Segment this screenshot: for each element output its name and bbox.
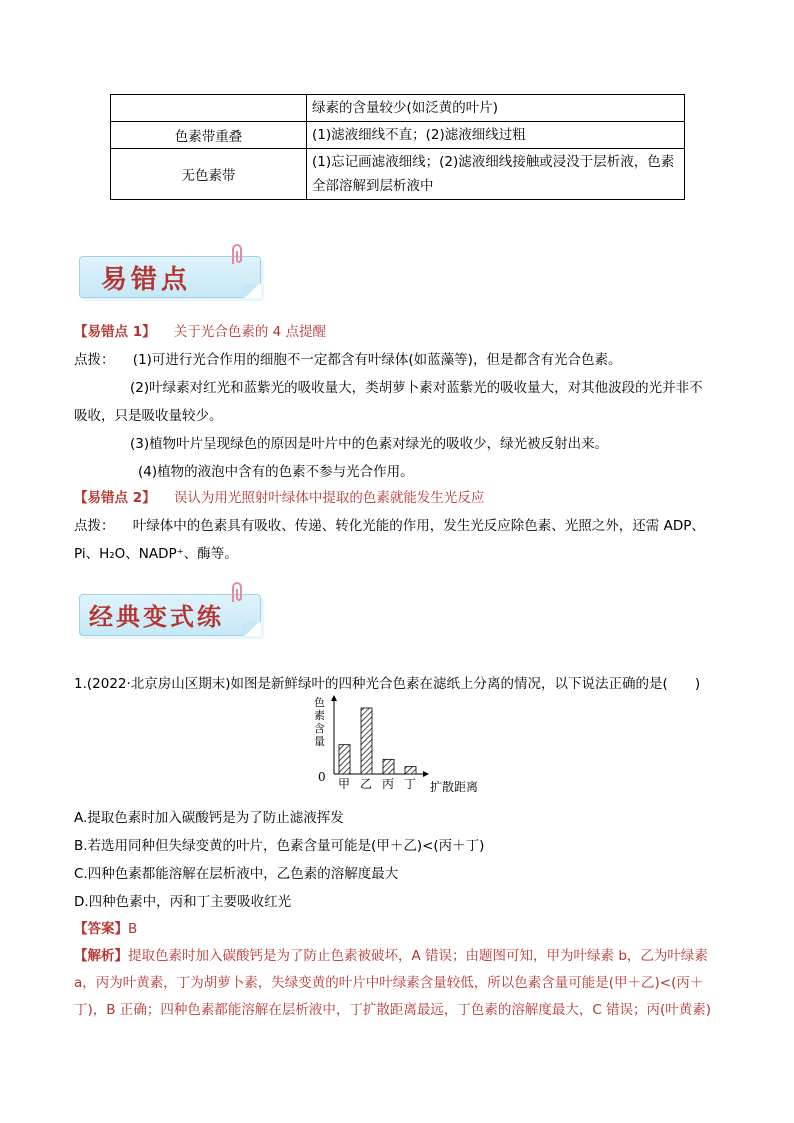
troubleshoot-table: [110, 94, 685, 200]
y-axis-label: 色素含量: [314, 696, 325, 748]
hint-text: (1)可进行光合作用的细胞不一定都含有叶绿体(如蓝藻等)，但是都含有光合色素。: [132, 352, 622, 368]
hint-label: 点拨：: [74, 518, 115, 534]
option-b: B.若选用同种但失绿变黄的叶片，色素含量可能是(甲＋乙)<(丙＋丁): [74, 838, 485, 854]
hint-line: (3)植物叶片呈现绿色的原因是叶片中的色素对绿光的吸收少，绿光被反射出来。: [130, 436, 609, 452]
section-banner-mistakes: [75, 248, 265, 300]
mistake-title: 关于光合色素的 4 点提醒: [173, 324, 327, 340]
hint-label: 点拨：: [74, 352, 115, 368]
analysis-line: 丁)，B 正确；四种色素都能溶解在层析液中，丁扩散距离最远，丁色素的溶解度最大，C 错误；丙(叶黄素): [74, 1002, 712, 1018]
hint-line: (4)植物的液泡中含有的色素不参与光合作用。: [138, 464, 414, 480]
bar-3: [405, 767, 416, 774]
hint-line: 吸收，只是吸收量较少。: [74, 408, 223, 424]
hint-line: [74, 514, 705, 534]
mistake-point-2-heading: [74, 486, 484, 506]
table-row: [111, 122, 685, 149]
option-d: D.四种色素中，丙和丁主要吸收红光: [74, 894, 292, 910]
bar-2: [383, 759, 394, 774]
table-cell: (1)滤液细线不直；(2)滤液细线过粗: [307, 122, 685, 149]
hint-line: (2)叶绿素对红光和蓝紫光的吸收量大，类胡萝卜素对蓝紫光的吸收量大，对其他波段的光并非不: [130, 380, 703, 396]
table-cell: 绿素的含量较少(如泛黄的叶片): [307, 95, 685, 122]
banner-title: 经典变式练: [89, 602, 224, 631]
mistake-title: 误认为用光照射叶绿体中提取的色素就能发生光反应: [173, 490, 485, 506]
mistake-tag: 【易错点 1】: [74, 324, 156, 340]
table-row: [111, 95, 685, 122]
table-row: [111, 149, 685, 200]
table-cell: (1)忘记画滤液细线；(2)滤液细线接触或浸没于层析液，色素全部溶解到层析液中: [307, 149, 685, 200]
answer-tag: 【答案】: [74, 921, 128, 937]
mistake-point-1-heading: [74, 320, 326, 340]
bar-1: [361, 708, 372, 774]
table-cell: 无色素带: [111, 149, 307, 200]
category-label: 丙: [382, 777, 395, 791]
hint-line: [74, 348, 621, 368]
origin-label: 0: [318, 770, 326, 784]
mistake-tag: 【易错点 2】: [74, 490, 156, 506]
section-banner-practice: [75, 586, 265, 638]
answer-value: B: [128, 921, 138, 937]
pigment-bar-chart: [300, 692, 500, 796]
paperclip-icon: [227, 244, 247, 266]
option-c: C.四种色素都能溶解在层析液中，乙色素的溶解度最大: [74, 866, 399, 882]
option-a: A.提取色素时加入碳酸钙是为了防止滤液挥发: [74, 810, 344, 826]
category-label: 丁: [404, 777, 417, 791]
table-cell: [111, 95, 307, 122]
bar-0: [339, 745, 350, 774]
banner-title: 易错点: [101, 265, 192, 295]
category-label: 乙: [360, 777, 373, 791]
analysis-line: a，丙为叶黄素，丁为胡萝卜素，失绿变黄的叶片中叶绿素含量较低，所以色素含量可能是(甲＋乙)<(丙＋: [74, 975, 704, 991]
answer-line: [74, 917, 137, 937]
question-stem: 1.(2022·北京房山区期末)如图是新鲜绿叶的四种光合色素在滤纸上分离的情况，以下说法正确的是( ): [74, 676, 701, 692]
paperclip-icon: [227, 582, 247, 604]
analysis-text: 提取色素时加入碳酸钙是为了防止色素被破坏，A 错误；由题图可知，甲为叶绿素 b，乙为叶绿素: [128, 948, 708, 964]
category-label: 甲: [338, 777, 351, 791]
hint-text: 叶绿体中的色素具有吸收、传递、转化光能的作用，发生光反应除色素、光照之外，还需 ADP、: [132, 518, 705, 534]
analysis-line: [74, 944, 708, 964]
analysis-tag: 【解析】: [74, 948, 128, 964]
x-axis-label: 扩散距离: [430, 780, 479, 794]
table-cell: 色素带重叠: [111, 122, 307, 149]
hint-line: Pi、H₂O、NADP⁺、酶等。: [74, 546, 238, 562]
